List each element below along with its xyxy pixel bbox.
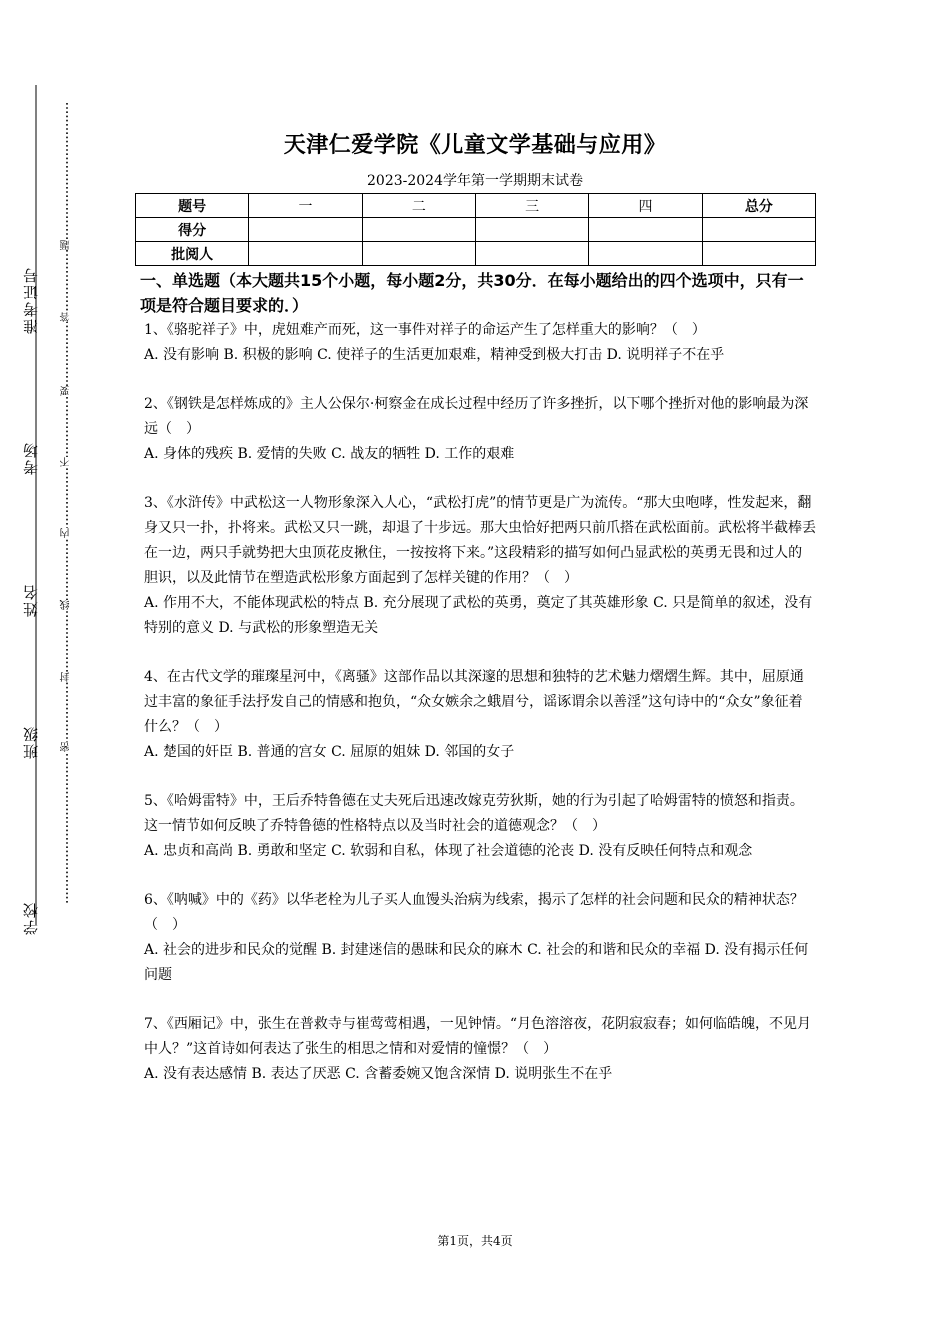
score-cell[interactable] bbox=[589, 218, 702, 242]
question-stem: 5、《哈姆雷特》中，王后乔特鲁德在丈夫死后迅速改嫁克劳狄斯，她的行为引起了哈姆雷特的愤怒和指责。这一情节如何反映了乔特鲁德的性格特点以及当时社会的道德观念？（ ） bbox=[144, 793, 804, 834]
question-stem: 6、《呐喊》中的《药》以华老栓为儿子买人血馒头治病为线索，揭示了怎样的社会问题和民众的精神状态？（ ） bbox=[144, 892, 804, 933]
question bbox=[144, 789, 816, 864]
question bbox=[144, 392, 816, 467]
section-title: 一、单选题（本大题共15个小题，每小题2分，共30分．在每小题给出的四个选项中，只有一项是符合题目要求的．） bbox=[140, 271, 804, 315]
score-cell[interactable] bbox=[702, 242, 815, 266]
question bbox=[144, 491, 816, 641]
question-options: A. 忠贞和高尚 B. 勇敢和坚定 C. 软弱和自私，体现了社会道德的沦丧 D. 没有反映任何特点和观念 bbox=[144, 843, 753, 859]
score-table bbox=[135, 193, 816, 266]
score-table-header: 二 bbox=[362, 194, 475, 218]
question-stem: 4、在古代文学的璀璨星河中，《离骚》这部作品以其深邃的思想和独特的艺术魅力熠熠生辉。其中，屈原通过丰富的象征手法抒发自己的情感和抱负，“众女嫉余之蛾眉兮，谣诼谓余以善淫”这句诗中的“众女”象征着什么？（ ） bbox=[144, 669, 804, 735]
question-stem: 3、《水浒传》中武松这一人物形象深入人心，“武松打虎”的情节更是广为流传。“那大虫咆哮，性发起来，翻身又只一扑，扑将来。武松又只一跳，却退了十步远。那大虫恰好把两只前爪搭在武松面前。武松将半截棒丢在一边，两只手就势把大虫顶花皮揪住，一按按将下来。”这段精彩的描写如何凸显武松的英勇无畏和过人的胆识，以及此情节在塑造武松形象方面起到了怎样关键的作用？（ ） bbox=[144, 495, 816, 586]
binding-field-exam-number: 准考证号 bbox=[22, 266, 40, 334]
seal-char: 题 bbox=[58, 240, 76, 250]
score-cell[interactable] bbox=[362, 242, 475, 266]
question-options: A. 社会的进步和民众的觉醒 B. 封建迷信的愚昧和民众的麻木 C. 社会的和谐和民众的幸福 D. 没有揭示任何问题 bbox=[144, 942, 809, 983]
question bbox=[144, 318, 816, 368]
score-table-row-label: 得分 bbox=[136, 218, 249, 242]
binding-margin-lines bbox=[0, 0, 100, 1344]
question-stem: 1、《骆驼祥子》中，虎妞难产而死，这一事件对祥子的命运产生了怎样重大的影响？（ ） bbox=[144, 322, 706, 338]
score-cell[interactable] bbox=[249, 218, 362, 242]
score-cell[interactable] bbox=[589, 242, 702, 266]
page-number: 第1页，共4页 bbox=[437, 1234, 513, 1248]
question bbox=[144, 665, 816, 765]
seal-char: 答 bbox=[58, 312, 76, 322]
seal-char: 线 bbox=[58, 600, 76, 610]
question bbox=[144, 888, 816, 988]
seal-char: 不 bbox=[58, 457, 76, 467]
score-table-header-row bbox=[136, 194, 816, 218]
exam-content bbox=[140, 268, 816, 1087]
score-cell[interactable] bbox=[702, 218, 815, 242]
score-table-row bbox=[136, 218, 816, 242]
score-table-header: 一 bbox=[249, 194, 362, 218]
seal-char: 内 bbox=[58, 528, 76, 538]
question-stem: 7、《西厢记》中，张生在普救寺与崔莺莺相遇，一见钟情。“月色溶溶夜，花阴寂寂春；如何临皓魄，不见月中人？”这首诗如何表达了张生的相思之情和对爱情的憧憬？（ ） bbox=[144, 1016, 812, 1057]
score-table-row bbox=[136, 242, 816, 266]
score-table-header: 题号 bbox=[136, 194, 249, 218]
exam-title: 天津仁爱学院《儿童文学基础与应用》 bbox=[283, 133, 667, 158]
question-options: A. 作用不大，不能体现武松的特点 B. 充分展现了武松的英勇，奠定了其英雄形象 C. 只是简单的叙述，没有特别的意义 D. 与武松的形象塑造无关 bbox=[144, 595, 813, 636]
binding-field-name: 姓名 bbox=[22, 583, 40, 617]
seal-char: 封 bbox=[58, 672, 76, 682]
score-cell[interactable] bbox=[475, 242, 588, 266]
seal-char: 要 bbox=[58, 386, 76, 396]
seal-char: 密 bbox=[58, 742, 76, 752]
exam-subtitle: 2023-2024学年第一学期期末试卷 bbox=[367, 173, 583, 189]
binding-field-exam-room: 考场 bbox=[22, 441, 40, 475]
score-table-header: 三 bbox=[475, 194, 588, 218]
question bbox=[144, 1012, 816, 1087]
question-options: A. 身体的残疾 B. 爱情的失败 C. 战友的牺牲 D. 工作的艰难 bbox=[144, 446, 515, 462]
score-table-header: 总分 bbox=[702, 194, 815, 218]
binding-field-class: 班级 bbox=[22, 725, 40, 759]
score-table-row-label: 批阅人 bbox=[136, 242, 249, 266]
score-cell[interactable] bbox=[362, 218, 475, 242]
question-options: A. 没有表达感情 B. 表达了厌恶 C. 含蓄委婉又饱含深情 D. 说明张生不在乎 bbox=[144, 1066, 613, 1082]
score-table-header: 四 bbox=[589, 194, 702, 218]
score-cell[interactable] bbox=[249, 242, 362, 266]
question-options: A. 没有影响 B. 积极的影响 C. 使祥子的生活更加艰难，精神受到极大打击 D. 说明祥子不在乎 bbox=[144, 347, 725, 363]
binding-field-school: 学校 bbox=[22, 901, 40, 935]
score-cell[interactable] bbox=[475, 218, 588, 242]
question-stem: 2、《钢铁是怎样炼成的》主人公保尔·柯察金在成长过程中经历了许多挫折，以下哪个挫折对他的影响最为深远（ ） bbox=[144, 396, 809, 437]
question-options: A. 楚国的奸臣 B. 普通的宫女 C. 屈原的姐妹 D. 邻国的女子 bbox=[144, 744, 515, 760]
